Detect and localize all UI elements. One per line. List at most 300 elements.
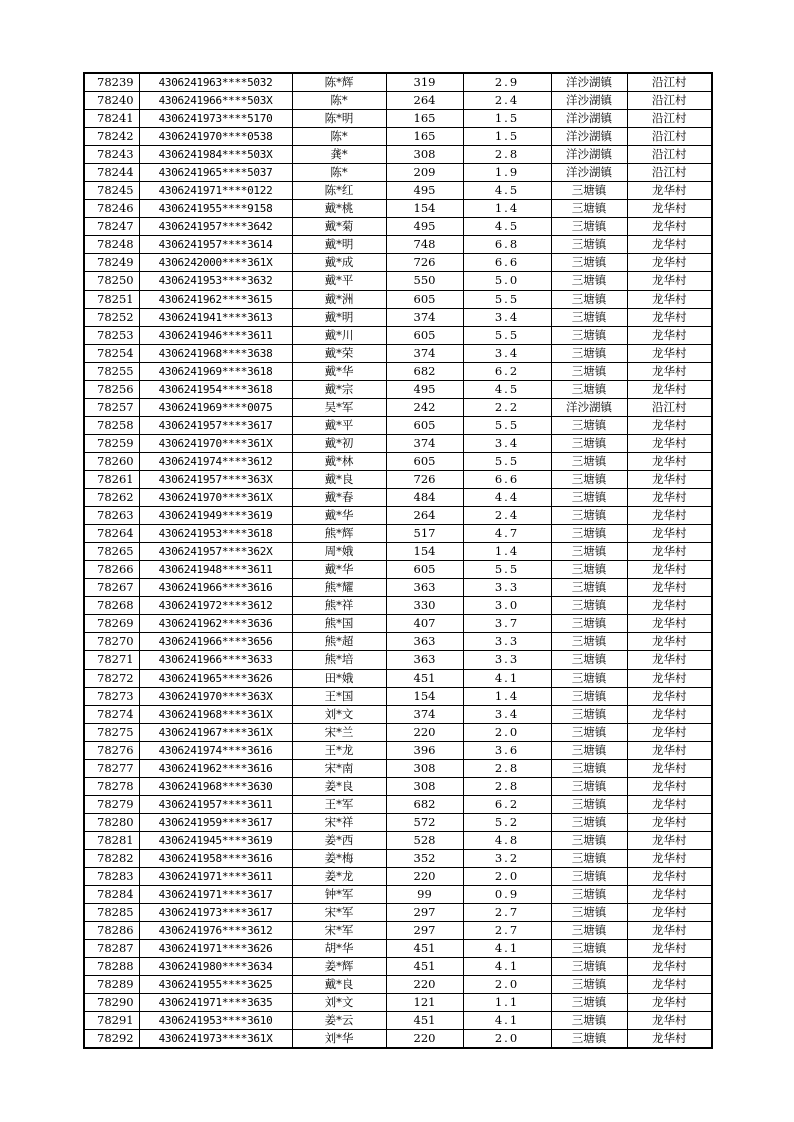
amount-cell: 374 — [386, 705, 463, 723]
amount-cell: 396 — [386, 741, 463, 759]
table-row — [84, 1012, 712, 1030]
village-cell: 沿江村 — [627, 164, 712, 182]
village-cell: 龙华村 — [627, 579, 712, 597]
row-number-cell: 78254 — [84, 344, 139, 362]
name-cell: 熊*祥 — [292, 597, 386, 615]
town-cell: 三塘镇 — [551, 236, 627, 254]
row-number-cell: 78246 — [84, 200, 139, 218]
row-number-cell: 78288 — [84, 958, 139, 976]
area-cell: 5.5 — [463, 452, 551, 470]
village-cell: 龙华村 — [627, 759, 712, 777]
village-cell: 龙华村 — [627, 922, 712, 940]
name-cell: 戴*菊 — [292, 218, 386, 236]
amount-cell: 319 — [386, 73, 463, 92]
table-row — [84, 507, 712, 525]
town-cell: 三塘镇 — [551, 1012, 627, 1030]
row-number-cell: 78289 — [84, 976, 139, 994]
area-cell: 2.0 — [463, 1030, 551, 1049]
row-number-cell: 78251 — [84, 290, 139, 308]
name-cell: 戴*华 — [292, 362, 386, 380]
town-cell: 洋沙湖镇 — [551, 92, 627, 110]
table-row — [84, 615, 712, 633]
name-cell: 戴*平 — [292, 416, 386, 434]
table-row — [84, 579, 712, 597]
village-cell: 沿江村 — [627, 73, 712, 92]
id-number-cell: 4306241969****3618 — [139, 362, 292, 380]
name-cell: 吴*军 — [292, 398, 386, 416]
row-number-cell: 78265 — [84, 543, 139, 561]
id-number-cell: 4306241962****3616 — [139, 759, 292, 777]
row-number-cell: 78285 — [84, 904, 139, 922]
id-number-cell: 4306241949****3619 — [139, 507, 292, 525]
row-number-cell: 78258 — [84, 416, 139, 434]
town-cell: 洋沙湖镇 — [551, 110, 627, 128]
area-cell: 2.8 — [463, 759, 551, 777]
row-number-cell: 78280 — [84, 813, 139, 831]
area-cell: 3.4 — [463, 434, 551, 452]
amount-cell: 220 — [386, 976, 463, 994]
area-cell: 2.2 — [463, 398, 551, 416]
name-cell: 姜*西 — [292, 831, 386, 849]
village-cell: 龙华村 — [627, 218, 712, 236]
amount-cell: 451 — [386, 940, 463, 958]
table-row — [84, 254, 712, 272]
row-number-cell: 78275 — [84, 723, 139, 741]
table-row — [84, 110, 712, 128]
village-cell: 龙华村 — [627, 723, 712, 741]
town-cell: 三塘镇 — [551, 940, 627, 958]
village-cell: 龙华村 — [627, 344, 712, 362]
area-cell: 6.2 — [463, 362, 551, 380]
table-row — [84, 164, 712, 182]
id-number-cell: 4306241969****0075 — [139, 398, 292, 416]
name-cell: 胡*华 — [292, 940, 386, 958]
amount-cell: 165 — [386, 128, 463, 146]
town-cell: 三塘镇 — [551, 525, 627, 543]
table-row — [84, 687, 712, 705]
amount-cell: 154 — [386, 687, 463, 705]
town-cell: 三塘镇 — [551, 597, 627, 615]
town-cell: 三塘镇 — [551, 813, 627, 831]
table-row — [84, 434, 712, 452]
name-cell: 田*娥 — [292, 669, 386, 687]
village-cell: 龙华村 — [627, 849, 712, 867]
name-cell: 姜*云 — [292, 1012, 386, 1030]
name-cell: 戴*林 — [292, 452, 386, 470]
area-cell: 1.4 — [463, 543, 551, 561]
row-number-cell: 78283 — [84, 868, 139, 886]
area-cell: 3.3 — [463, 633, 551, 651]
name-cell: 宋*军 — [292, 904, 386, 922]
id-number-cell: 4306241971****3626 — [139, 940, 292, 958]
table-row — [84, 416, 712, 434]
row-number-cell: 78274 — [84, 705, 139, 723]
town-cell: 洋沙湖镇 — [551, 398, 627, 416]
row-number-cell: 78249 — [84, 254, 139, 272]
table-row — [84, 940, 712, 958]
village-cell: 龙华村 — [627, 272, 712, 290]
name-cell: 宋*南 — [292, 759, 386, 777]
village-cell: 龙华村 — [627, 470, 712, 488]
amount-cell: 605 — [386, 326, 463, 344]
village-cell: 龙华村 — [627, 813, 712, 831]
row-number-cell: 78272 — [84, 669, 139, 687]
town-cell: 三塘镇 — [551, 182, 627, 200]
table-row — [84, 669, 712, 687]
id-number-cell: 4306241958****3616 — [139, 849, 292, 867]
town-cell: 三塘镇 — [551, 561, 627, 579]
town-cell: 三塘镇 — [551, 254, 627, 272]
row-number-cell: 78248 — [84, 236, 139, 254]
name-cell: 戴*洲 — [292, 290, 386, 308]
row-number-cell: 78282 — [84, 849, 139, 867]
village-cell: 龙华村 — [627, 182, 712, 200]
id-number-cell: 4306241953****3618 — [139, 525, 292, 543]
area-cell: 3.4 — [463, 705, 551, 723]
town-cell: 洋沙湖镇 — [551, 73, 627, 92]
village-cell: 龙华村 — [627, 1030, 712, 1049]
village-cell: 龙华村 — [627, 380, 712, 398]
id-number-cell: 4306241955****3625 — [139, 976, 292, 994]
town-cell: 三塘镇 — [551, 615, 627, 633]
id-number-cell: 4306241971****3617 — [139, 886, 292, 904]
village-cell: 龙华村 — [627, 597, 712, 615]
row-number-cell: 78243 — [84, 146, 139, 164]
town-cell: 三塘镇 — [551, 633, 627, 651]
table-row — [84, 128, 712, 146]
id-number-cell: 4306241976****3612 — [139, 922, 292, 940]
name-cell: 戴*华 — [292, 561, 386, 579]
row-number-cell: 78242 — [84, 128, 139, 146]
name-cell: 宋*兰 — [292, 723, 386, 741]
id-number-cell: 4306241957****3617 — [139, 416, 292, 434]
row-number-cell: 78279 — [84, 795, 139, 813]
town-cell: 三塘镇 — [551, 723, 627, 741]
area-cell: 2.8 — [463, 777, 551, 795]
village-cell: 龙华村 — [627, 795, 712, 813]
id-number-cell: 4306241966****3616 — [139, 579, 292, 597]
amount-cell: 495 — [386, 218, 463, 236]
village-cell: 龙华村 — [627, 525, 712, 543]
id-number-cell: 4306241972****3612 — [139, 597, 292, 615]
village-cell: 龙华村 — [627, 434, 712, 452]
name-cell: 熊*国 — [292, 615, 386, 633]
village-cell: 龙华村 — [627, 940, 712, 958]
town-cell: 三塘镇 — [551, 958, 627, 976]
table-row — [84, 146, 712, 164]
name-cell: 陈* — [292, 92, 386, 110]
town-cell: 三塘镇 — [551, 795, 627, 813]
name-cell: 王*军 — [292, 795, 386, 813]
village-cell: 龙华村 — [627, 868, 712, 886]
amount-cell: 352 — [386, 849, 463, 867]
town-cell: 三塘镇 — [551, 759, 627, 777]
id-number-cell: 4306241946****3611 — [139, 326, 292, 344]
id-number-cell: 4306241973****361X — [139, 1030, 292, 1049]
table-row — [84, 777, 712, 795]
table-row — [84, 994, 712, 1012]
row-number-cell: 78261 — [84, 470, 139, 488]
id-number-cell: 4306241971****3611 — [139, 868, 292, 886]
village-cell: 龙华村 — [627, 236, 712, 254]
name-cell: 戴*华 — [292, 507, 386, 525]
amount-cell: 220 — [386, 1030, 463, 1049]
amount-cell: 165 — [386, 110, 463, 128]
amount-cell: 605 — [386, 561, 463, 579]
area-cell: 3.2 — [463, 849, 551, 867]
area-cell: 5.5 — [463, 290, 551, 308]
id-number-cell: 4306242000****361X — [139, 254, 292, 272]
town-cell: 三塘镇 — [551, 886, 627, 904]
town-cell: 三塘镇 — [551, 868, 627, 886]
town-cell: 三塘镇 — [551, 470, 627, 488]
area-cell: 5.2 — [463, 813, 551, 831]
id-number-cell: 4306241963****5032 — [139, 73, 292, 92]
amount-cell: 363 — [386, 651, 463, 669]
village-cell: 龙华村 — [627, 489, 712, 507]
row-number-cell: 78267 — [84, 579, 139, 597]
village-cell: 龙华村 — [627, 543, 712, 561]
row-number-cell: 78263 — [84, 507, 139, 525]
name-cell: 周*娥 — [292, 543, 386, 561]
town-cell: 三塘镇 — [551, 416, 627, 434]
table-row — [84, 452, 712, 470]
row-number-cell: 78287 — [84, 940, 139, 958]
id-number-cell: 4306241957****3614 — [139, 236, 292, 254]
id-number-cell: 4306241973****3617 — [139, 904, 292, 922]
table-row — [84, 561, 712, 579]
area-cell: 0.9 — [463, 886, 551, 904]
town-cell: 三塘镇 — [551, 1030, 627, 1049]
area-cell: 2.4 — [463, 92, 551, 110]
area-cell: 6.6 — [463, 470, 551, 488]
amount-cell: 374 — [386, 308, 463, 326]
name-cell: 陈* — [292, 164, 386, 182]
town-cell: 洋沙湖镇 — [551, 146, 627, 164]
amount-cell: 726 — [386, 254, 463, 272]
table-row — [84, 73, 712, 92]
row-number-cell: 78245 — [84, 182, 139, 200]
town-cell: 三塘镇 — [551, 976, 627, 994]
table-row — [84, 741, 712, 759]
amount-cell: 605 — [386, 290, 463, 308]
id-number-cell: 4306241965****5037 — [139, 164, 292, 182]
row-number-cell: 78256 — [84, 380, 139, 398]
town-cell: 三塘镇 — [551, 651, 627, 669]
id-number-cell: 4306241957****3642 — [139, 218, 292, 236]
name-cell: 熊*辉 — [292, 525, 386, 543]
row-number-cell: 78252 — [84, 308, 139, 326]
name-cell: 戴*川 — [292, 326, 386, 344]
town-cell: 三塘镇 — [551, 904, 627, 922]
id-number-cell: 4306241968****3638 — [139, 344, 292, 362]
town-cell: 三塘镇 — [551, 344, 627, 362]
area-cell: 5.5 — [463, 326, 551, 344]
table-row — [84, 543, 712, 561]
table-row — [84, 723, 712, 741]
table-row — [84, 236, 712, 254]
village-cell: 龙华村 — [627, 507, 712, 525]
table-row — [84, 759, 712, 777]
id-number-cell: 4306241948****3611 — [139, 561, 292, 579]
table-row — [84, 831, 712, 849]
table-row — [84, 1030, 712, 1049]
village-cell: 龙华村 — [627, 886, 712, 904]
village-cell: 龙华村 — [627, 1012, 712, 1030]
id-number-cell: 4306241968****3630 — [139, 777, 292, 795]
town-cell: 三塘镇 — [551, 218, 627, 236]
row-number-cell: 78291 — [84, 1012, 139, 1030]
amount-cell: 495 — [386, 182, 463, 200]
town-cell: 洋沙湖镇 — [551, 128, 627, 146]
village-cell: 龙华村 — [627, 615, 712, 633]
area-cell: 1.5 — [463, 110, 551, 128]
name-cell: 熊*超 — [292, 633, 386, 651]
table-row — [84, 922, 712, 940]
table-row — [84, 398, 712, 416]
id-number-cell: 4306241945****3619 — [139, 831, 292, 849]
village-cell: 龙华村 — [627, 777, 712, 795]
area-cell: 5.0 — [463, 272, 551, 290]
row-number-cell: 78247 — [84, 218, 139, 236]
id-number-cell: 4306241965****3626 — [139, 669, 292, 687]
table-row — [84, 326, 712, 344]
village-cell: 沿江村 — [627, 92, 712, 110]
row-number-cell: 78250 — [84, 272, 139, 290]
village-cell: 龙华村 — [627, 994, 712, 1012]
id-number-cell: 4306241968****361X — [139, 705, 292, 723]
name-cell: 宋*祥 — [292, 813, 386, 831]
table-row — [84, 849, 712, 867]
town-cell: 三塘镇 — [551, 272, 627, 290]
area-cell: 4.7 — [463, 525, 551, 543]
area-cell: 2.8 — [463, 146, 551, 164]
town-cell: 三塘镇 — [551, 994, 627, 1012]
area-cell: 3.3 — [463, 651, 551, 669]
area-cell: 2.0 — [463, 868, 551, 886]
row-number-cell: 78268 — [84, 597, 139, 615]
id-number-cell: 4306241970****361X — [139, 489, 292, 507]
id-number-cell: 4306241962****3615 — [139, 290, 292, 308]
amount-cell: 550 — [386, 272, 463, 290]
id-number-cell: 4306241966****3656 — [139, 633, 292, 651]
town-cell: 三塘镇 — [551, 687, 627, 705]
town-cell: 三塘镇 — [551, 543, 627, 561]
area-cell: 2.0 — [463, 976, 551, 994]
amount-cell: 264 — [386, 507, 463, 525]
name-cell: 戴*春 — [292, 489, 386, 507]
id-number-cell: 4306241966****503X — [139, 92, 292, 110]
table-row — [84, 218, 712, 236]
row-number-cell: 78281 — [84, 831, 139, 849]
id-number-cell: 4306241970****0538 — [139, 128, 292, 146]
name-cell: 刘*文 — [292, 705, 386, 723]
row-number-cell: 78271 — [84, 651, 139, 669]
amount-cell: 451 — [386, 1012, 463, 1030]
village-cell: 龙华村 — [627, 904, 712, 922]
town-cell: 三塘镇 — [551, 326, 627, 344]
amount-cell: 308 — [386, 777, 463, 795]
row-number-cell: 78257 — [84, 398, 139, 416]
name-cell: 姜*辉 — [292, 958, 386, 976]
area-cell: 6.6 — [463, 254, 551, 272]
id-number-cell: 4306241941****3613 — [139, 308, 292, 326]
area-cell: 2.4 — [463, 507, 551, 525]
area-cell: 3.7 — [463, 615, 551, 633]
row-number-cell: 78241 — [84, 110, 139, 128]
town-cell: 三塘镇 — [551, 705, 627, 723]
table-row — [84, 886, 712, 904]
name-cell: 戴*初 — [292, 434, 386, 452]
row-number-cell: 78277 — [84, 759, 139, 777]
id-number-cell: 4306241971****3635 — [139, 994, 292, 1012]
row-number-cell: 78264 — [84, 525, 139, 543]
village-cell: 龙华村 — [627, 741, 712, 759]
id-number-cell: 4306241962****3636 — [139, 615, 292, 633]
table-row — [84, 904, 712, 922]
table-row — [84, 795, 712, 813]
amount-cell: 374 — [386, 344, 463, 362]
table-row — [84, 633, 712, 651]
row-number-cell: 78278 — [84, 777, 139, 795]
id-number-cell: 4306241973****5170 — [139, 110, 292, 128]
village-cell: 龙华村 — [627, 200, 712, 218]
id-number-cell: 4306241974****3616 — [139, 741, 292, 759]
row-number-cell: 78270 — [84, 633, 139, 651]
amount-cell: 726 — [386, 470, 463, 488]
amount-cell: 99 — [386, 886, 463, 904]
town-cell: 三塘镇 — [551, 290, 627, 308]
id-number-cell: 4306241984****503X — [139, 146, 292, 164]
id-number-cell: 4306241970****363X — [139, 687, 292, 705]
table-row — [84, 525, 712, 543]
name-cell: 陈*红 — [292, 182, 386, 200]
area-cell: 6.8 — [463, 236, 551, 254]
amount-cell: 528 — [386, 831, 463, 849]
name-cell: 戴*平 — [292, 272, 386, 290]
table-row — [84, 92, 712, 110]
village-cell: 龙华村 — [627, 452, 712, 470]
name-cell: 戴*良 — [292, 976, 386, 994]
area-cell: 3.6 — [463, 741, 551, 759]
town-cell: 三塘镇 — [551, 849, 627, 867]
id-number-cell: 4306241957****3611 — [139, 795, 292, 813]
id-number-cell: 4306241953****3632 — [139, 272, 292, 290]
area-cell: 2.9 — [463, 73, 551, 92]
table-row — [84, 380, 712, 398]
area-cell: 5.5 — [463, 561, 551, 579]
amount-cell: 209 — [386, 164, 463, 182]
area-cell: 4.4 — [463, 489, 551, 507]
town-cell: 三塘镇 — [551, 200, 627, 218]
row-number-cell: 78253 — [84, 326, 139, 344]
amount-cell: 374 — [386, 434, 463, 452]
town-cell: 三塘镇 — [551, 579, 627, 597]
name-cell: 陈*辉 — [292, 73, 386, 92]
amount-cell: 330 — [386, 597, 463, 615]
name-cell: 陈*明 — [292, 110, 386, 128]
table-row — [84, 290, 712, 308]
name-cell: 钟*军 — [292, 886, 386, 904]
area-cell: 4.1 — [463, 940, 551, 958]
name-cell: 姜*良 — [292, 777, 386, 795]
village-cell: 沿江村 — [627, 128, 712, 146]
town-cell: 三塘镇 — [551, 434, 627, 452]
amount-cell: 682 — [386, 795, 463, 813]
row-number-cell: 78255 — [84, 362, 139, 380]
amount-cell: 517 — [386, 525, 463, 543]
table-row — [84, 868, 712, 886]
